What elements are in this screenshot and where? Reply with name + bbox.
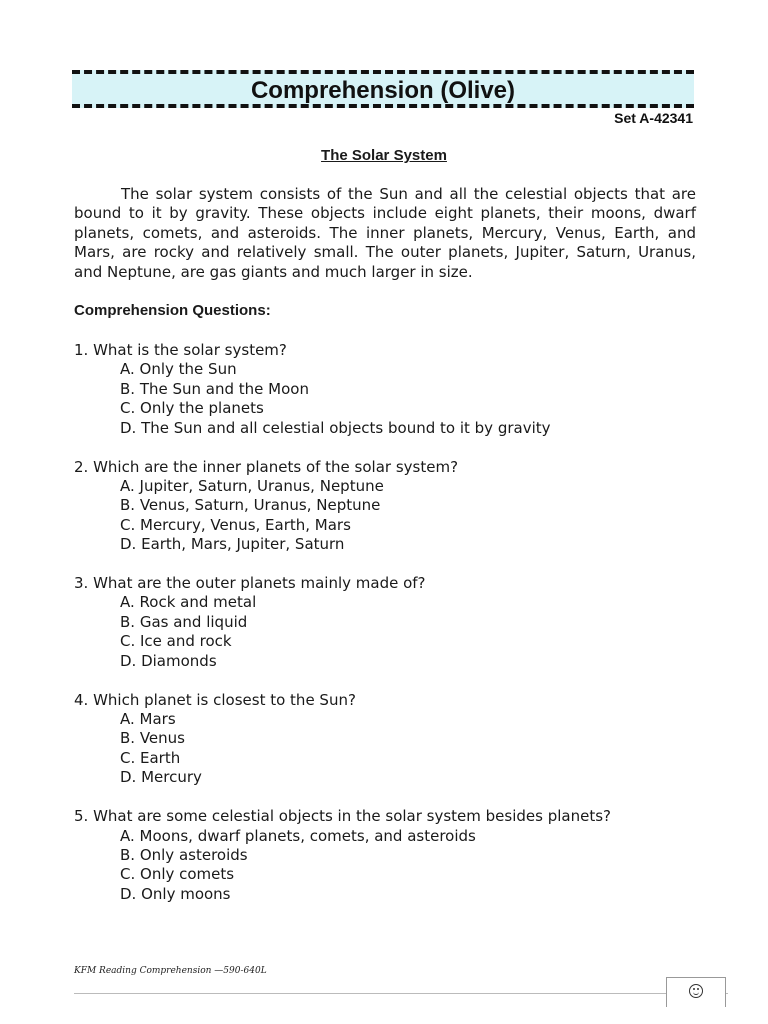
question-list xyxy=(74,341,704,924)
answer-option: B. Venus, Saturn, Uranus, Neptune xyxy=(120,496,381,515)
answer-option: B. The Sun and the Moon xyxy=(120,379,309,398)
answer-option: D. Diamonds xyxy=(120,651,217,670)
question-5 xyxy=(74,807,704,904)
answer-option: D. Only moons xyxy=(120,884,231,903)
question-text: 5. What are some celestial objects in the solar system besides planets? xyxy=(74,807,612,826)
footer-text: KFM Reading Comprehension —590-640L xyxy=(74,966,267,976)
answer-option: A. Mars xyxy=(120,710,176,728)
smiley-mouth xyxy=(693,991,699,995)
passage-text: The solar system consists of the Sun and all the celestial objects that are bound to it by gravity. These objects include eight planets, their moons, dwarf planets, comets, and asteroids. The inner planets, Mercury, Venus, Earth, and Mars, are rocky and relatively small. The outer planets, Jupiter, Saturn, Uranus, and Neptune, are gas giants and much larger in size. xyxy=(74,185,696,281)
answer-option: A. Moons, dwarf planets, comets, and asteroids xyxy=(120,826,476,845)
smiley-eye xyxy=(697,988,699,990)
question-4 xyxy=(74,691,704,788)
answer-option: A. Rock and metal xyxy=(120,593,257,612)
passage-title: The Solar System xyxy=(321,147,447,164)
answer-option: C. Ice and rock xyxy=(120,632,232,651)
answer-option: C. Only the planets xyxy=(120,399,264,418)
question-text: 1. What is the solar system? xyxy=(74,341,287,359)
answer-option: C. Earth xyxy=(120,748,181,767)
answer-option: B. Venus xyxy=(120,729,185,748)
question-1 xyxy=(74,341,704,438)
question-3 xyxy=(74,574,704,671)
answer-option: D. Earth, Mars, Jupiter, Saturn xyxy=(120,535,345,554)
questions-heading: Comprehension Questions: xyxy=(74,302,271,319)
answer-option: D. The Sun and all celestial objects bound to it by gravity xyxy=(120,418,551,437)
question-text: 2. Which are the inner planets of the solar system? xyxy=(74,457,459,476)
worksheet-title: Comprehension (Olive) xyxy=(250,77,516,104)
answer-option: D. Mercury xyxy=(120,768,202,787)
answer-option: B. Only asteroids xyxy=(120,845,248,864)
question-text: 4. Which planet is closest to the Sun? xyxy=(74,690,356,709)
title-banner xyxy=(72,70,694,108)
answer-option: A. Jupiter, Saturn, Uranus, Neptune xyxy=(120,476,384,495)
question-2 xyxy=(74,458,704,555)
answer-option: C. Mercury, Venus, Earth, Mars xyxy=(120,515,351,534)
answer-option: A. Only the Sun xyxy=(120,360,237,379)
set-id: Set A-42341 xyxy=(614,110,693,126)
footer-divider xyxy=(74,993,728,994)
smiley-eye xyxy=(693,988,695,990)
answer-option: C. Only comets xyxy=(120,865,235,884)
answer-option: B. Gas and liquid xyxy=(120,612,248,631)
question-text: 3. What are the outer planets mainly made of? xyxy=(74,574,426,593)
smiley-icon xyxy=(689,984,703,998)
